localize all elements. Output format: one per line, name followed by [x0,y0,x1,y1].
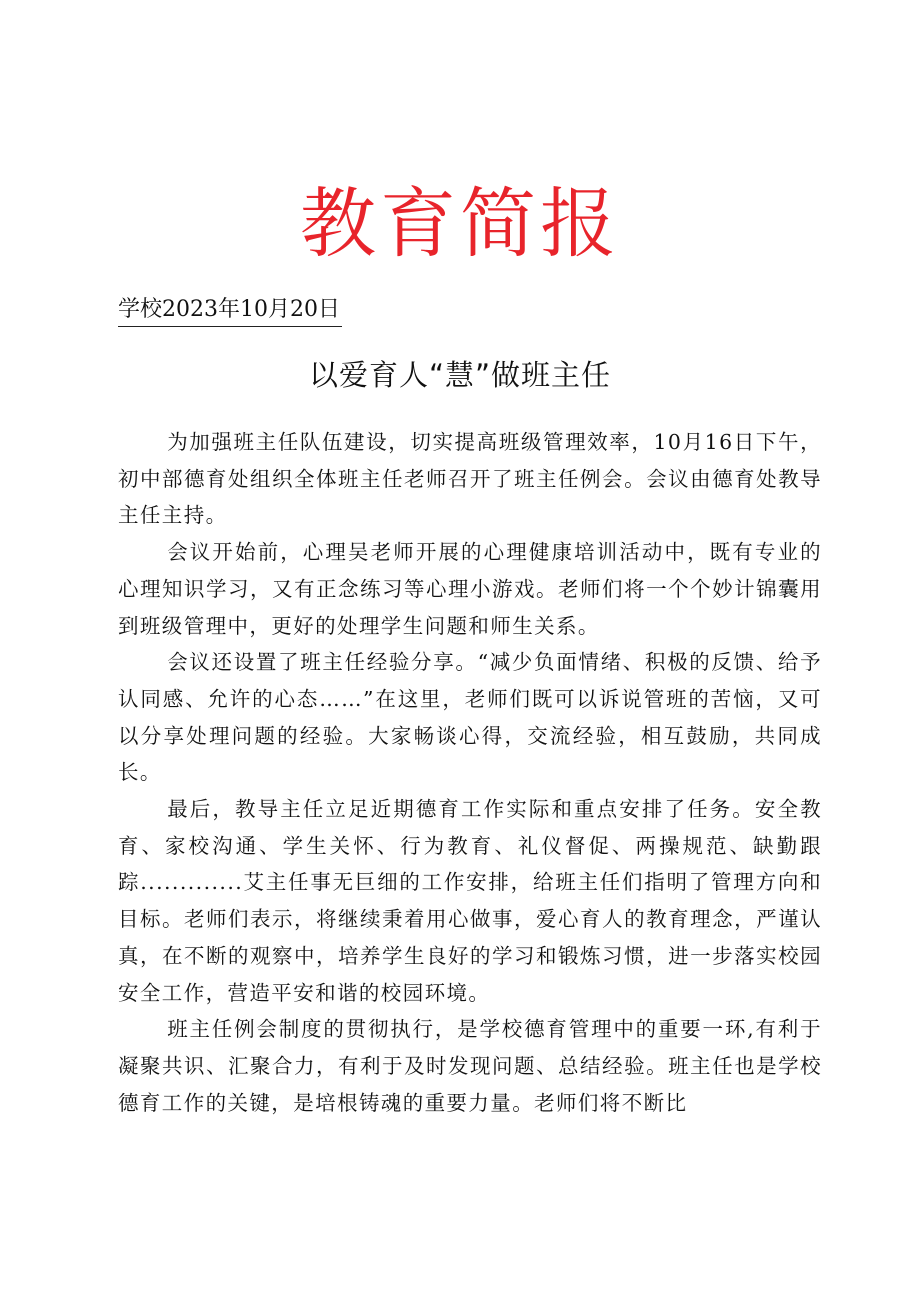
newsletter-masthead: 教育简报 [300,179,620,268]
dateline: 学校2023年10月20日 [118,294,342,327]
article-body [118,424,822,1121]
article-title: 以爱育人“慧”做班主任 [308,358,612,392]
article-paragraph: 最后，教导主任立足近期德育工作实际和重点安排了任务。安全教育、家校沟通、学生关怀、行为教育、礼仪督促、两操规范、缺勤跟踪.............艾主任事无巨细的工作安排，给班主任们指明了管理方向和目标。老师们表示，将继续秉着用心做事，爱心育人的教育理念，严谨认真，在不断的观察中，培养学生良好的学习和锻炼习惯，进一步落实校园安全工作，营造平安和谐的校园环境。 [118,797,822,1005]
article-paragraph: 会议开始前，心理吴老师开展的心理健康培训活动中，既有专业的心理知识学习，又有正念练习等心理小游戏。老师们将一个个妙计锦囊用到班级管理中，更好的处理学生问题和师生关系。 [118,540,822,638]
article-paragraph: 为加强班主任队伍建设，切实提高班级管理效率，10月16日下午，初中部德育处组织全体班主任老师召开了班主任例会。会议由德育处教导主任主持。 [118,430,822,528]
article-paragraph: 班主任例会制度的贯彻执行，是学校德育管理中的重要一环,有利于凝聚共识、汇聚合力，有利于及时发现问题、总结经验。班主任也是学校德育工作的关键，是培根铸魂的重要力量。老师们将不断比 [118,1017,822,1115]
article-paragraph: 会议还设置了班主任经验分享。“减少负面情绪、积极的反馈、给予认同感、允许的心态……”在这里，老师们既可以诉说管班的苦恼，又可以分享处理问题的经验。大家畅谈心得，交流经验，相互鼓励，共同成长。 [118,650,822,785]
